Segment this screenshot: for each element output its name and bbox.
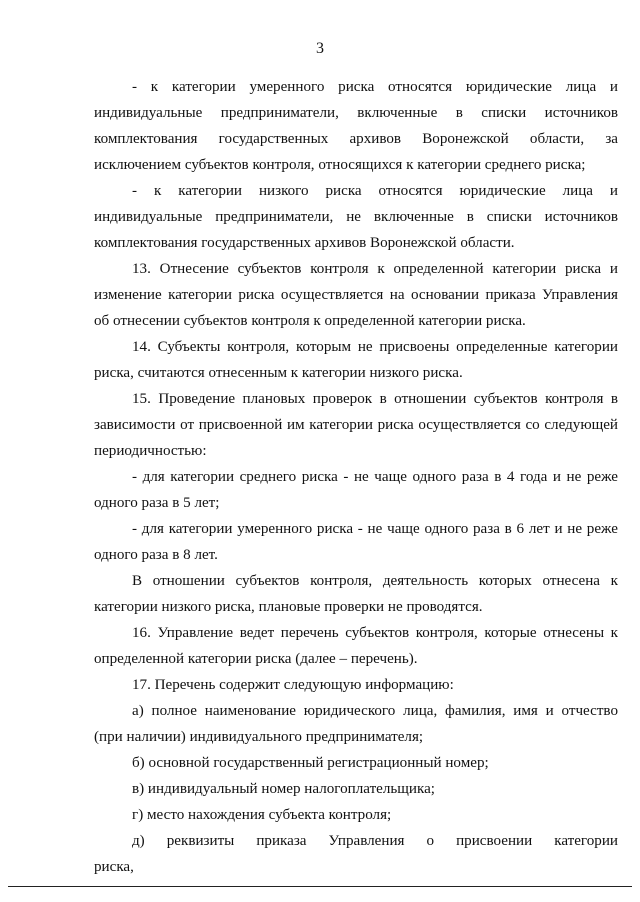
list-item-d: д) реквизиты приказа Управления о присвоении категории риска, bbox=[94, 833, 618, 875]
list-item-g: г) место нахождения субъекта контроля; bbox=[132, 807, 392, 823]
list-item-b: б) основной государственный регистрационный номер; bbox=[132, 755, 489, 771]
paragraph-item-16: 16. Управление ведет перечень субъектов контроля, которые отнесены к определенной категории риска (далее – перечень). bbox=[94, 625, 618, 667]
document-body bbox=[94, 74, 618, 880]
paragraph-item-13: 13. Отнесение субъектов контроля к определенной категории риска и изменение категории риска осуществляется на основании приказа Управления об отнесении субъектов контроля к определенной категории риска. bbox=[94, 261, 618, 329]
list-item-a: а) полное наименование юридического лица, фамилия, имя и отчество (при наличии) индивидуального предпринимателя; bbox=[94, 703, 618, 745]
page-bottom-rule bbox=[8, 886, 632, 887]
paragraph-item-15: 15. Проведение плановых проверок в отношении субъектов контроля в зависимости от присвоенной им категории риска осуществляется со следующей периодичностью: bbox=[94, 391, 618, 459]
paragraph-moderate-risk-frequency: - для категории умеренного риска - не чаще одного раза в 6 лет и не реже одного раза в 8 лет. bbox=[94, 521, 618, 563]
list-item-v: в) индивидуальный номер налогоплательщика; bbox=[132, 781, 435, 797]
page-number: 3 bbox=[316, 40, 324, 57]
paragraph-low-risk-no-inspections: В отношении субъектов контроля, деятельность которых отнесена к категории низкого риска, плановые проверки не проводятся. bbox=[94, 573, 618, 615]
paragraph-moderate-risk: - к категории умеренного риска относятся юридические лица и индивидуальные предприниматели, включенные в списки источников комплектования государственных архивов Воронежской области, за исключением субъектов контроля, относящихся к категории среднего риска; bbox=[94, 79, 618, 173]
paragraph-item-14: 14. Субъекты контроля, которым не присвоены определенные категории риска, считаются отнесенным к категории низкого риска. bbox=[94, 339, 618, 381]
paragraph-medium-risk-frequency: - для категории среднего риска - не чаще одного раза в 4 года и не реже одного раза в 5 лет; bbox=[94, 469, 618, 511]
paragraph-low-risk: - к категории низкого риска относятся юридические лица и индивидуальные предприниматели, не включенные в списки источников комплектования государственных архивов Воронежской области. bbox=[94, 183, 618, 251]
paragraph-item-17: 17. Перечень содержит следующую информацию: bbox=[132, 677, 454, 693]
